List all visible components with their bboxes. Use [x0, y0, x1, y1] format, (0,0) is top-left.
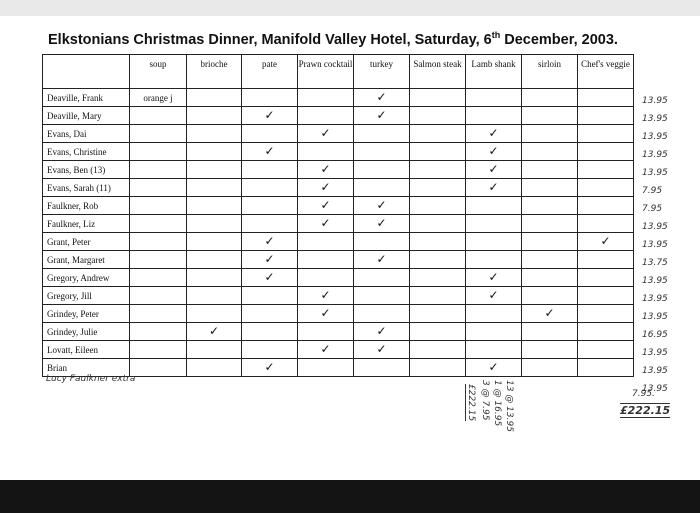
order-cell — [522, 341, 578, 359]
order-cell — [466, 233, 522, 251]
order-cell — [410, 323, 466, 341]
order-cell — [130, 143, 187, 161]
order-cell — [466, 107, 522, 125]
guest-name: Brian — [43, 359, 130, 377]
price-entry: 16.95 — [642, 330, 668, 340]
table-row — [43, 341, 634, 359]
order-cell — [242, 125, 298, 143]
order-cell — [354, 287, 410, 305]
order-cell — [466, 323, 522, 341]
order-cell — [578, 125, 634, 143]
order-cell — [242, 161, 298, 179]
order-cell — [578, 305, 634, 323]
guest-name: Grant, Peter — [43, 233, 130, 251]
order-cell — [242, 323, 298, 341]
order-cell — [578, 143, 634, 161]
order-cell — [578, 251, 634, 269]
order-cell — [522, 323, 578, 341]
order-cell — [578, 359, 634, 377]
order-cell — [522, 143, 578, 161]
order-cell: ✓ — [354, 89, 410, 107]
calc-line-1: 13 @ 13.95 — [504, 380, 514, 432]
order-cell: ✓ — [466, 179, 522, 197]
order-cell — [578, 269, 634, 287]
order-cell: ✓ — [298, 161, 354, 179]
order-cell — [187, 359, 242, 377]
order-cell — [354, 233, 410, 251]
order-cell: ✓ — [242, 143, 298, 161]
price-entry: 13.95 — [642, 168, 668, 178]
order-cell — [187, 197, 242, 215]
order-cell — [410, 197, 466, 215]
order-cell — [187, 89, 242, 107]
order-cell: ✓ — [354, 107, 410, 125]
order-cell — [187, 305, 242, 323]
order-cell — [242, 305, 298, 323]
guest-name: Evans, Sarah (11) — [43, 179, 130, 197]
order-cell — [242, 197, 298, 215]
column-header: sirloin — [522, 55, 578, 89]
order-cell — [130, 107, 187, 125]
order-cell: ✓ — [242, 107, 298, 125]
order-cell — [410, 287, 466, 305]
table-row — [43, 215, 634, 233]
order-cell: ✓ — [354, 197, 410, 215]
order-cell — [522, 107, 578, 125]
column-header: soup — [130, 55, 187, 89]
column-header: pate — [242, 55, 298, 89]
order-cell — [298, 107, 354, 125]
order-cell — [242, 287, 298, 305]
order-cell: ✓ — [466, 287, 522, 305]
note-lucy-faulkner: Lucy Faulkner extra — [46, 374, 136, 384]
order-cell — [130, 215, 187, 233]
order-cell — [130, 197, 187, 215]
order-cell: ✓ — [242, 269, 298, 287]
price-entry: 13.75 — [642, 258, 668, 268]
price-entry: 13.95 — [642, 366, 668, 376]
scan-bottom-edge — [0, 480, 700, 513]
order-cell — [410, 359, 466, 377]
guest-name: Evans, Dai — [43, 125, 130, 143]
order-cell — [187, 287, 242, 305]
order-cell — [130, 251, 187, 269]
calc-line-3: 3 @ 7.95 — [480, 380, 490, 421]
price-entry: 13.95 — [642, 276, 668, 286]
guest-name: Deaville, Mary — [43, 107, 130, 125]
order-cell — [578, 287, 634, 305]
table-row — [43, 251, 634, 269]
column-header: Prawn cocktail — [298, 55, 354, 89]
guest-name: Faulkner, Liz — [43, 215, 130, 233]
order-cell — [187, 143, 242, 161]
order-cell — [354, 143, 410, 161]
order-cell — [522, 125, 578, 143]
order-cell — [466, 89, 522, 107]
table-row — [43, 233, 634, 251]
order-cell — [187, 161, 242, 179]
order-cell — [410, 143, 466, 161]
column-header — [43, 55, 130, 89]
order-cell: ✓ — [466, 125, 522, 143]
order-cell — [242, 215, 298, 233]
order-cell — [187, 341, 242, 359]
order-cell: ✓ — [354, 215, 410, 233]
order-cell — [187, 107, 242, 125]
document-title — [48, 30, 618, 48]
order-cell: ✓ — [298, 179, 354, 197]
order-cell — [466, 215, 522, 233]
order-cell — [298, 359, 354, 377]
column-header: Lamb shank — [466, 55, 522, 89]
order-cell — [578, 197, 634, 215]
table-row — [43, 323, 634, 341]
guest-name: Evans, Ben (13) — [43, 161, 130, 179]
table-row — [43, 143, 634, 161]
menu-order-table — [42, 54, 634, 377]
order-cell — [410, 341, 466, 359]
order-cell — [130, 359, 187, 377]
table-row — [43, 287, 634, 305]
order-cell — [410, 89, 466, 107]
column-header: brioche — [187, 55, 242, 89]
order-cell: ✓ — [242, 251, 298, 269]
order-cell: ✓ — [354, 323, 410, 341]
order-cell — [242, 341, 298, 359]
order-cell: ✓ — [242, 233, 298, 251]
order-cell — [298, 251, 354, 269]
order-cell — [410, 305, 466, 323]
order-cell — [466, 251, 522, 269]
order-cell — [522, 197, 578, 215]
order-cell — [522, 179, 578, 197]
calc-line-2: 1 @ 16.95 — [492, 380, 502, 427]
price-entry: 13.95 — [642, 132, 668, 142]
table-row — [43, 305, 634, 323]
table-row — [43, 125, 634, 143]
price-entry: 13.95 — [642, 150, 668, 160]
order-cell — [466, 305, 522, 323]
order-cell — [187, 215, 242, 233]
column-header: turkey — [354, 55, 410, 89]
order-cell — [410, 107, 466, 125]
order-cell — [130, 269, 187, 287]
table-row — [43, 161, 634, 179]
order-cell: ✓ — [298, 197, 354, 215]
order-cell — [130, 287, 187, 305]
order-cell — [522, 287, 578, 305]
title-end: December, 2003. — [500, 31, 618, 48]
order-cell: ✓ — [466, 143, 522, 161]
header-row — [43, 55, 634, 89]
price-entry: 7.95 — [642, 186, 663, 196]
price-entry: 13.95 — [642, 222, 668, 232]
order-cell: ✓ — [298, 125, 354, 143]
price-entry: 13.95 — [642, 240, 668, 250]
guest-name: Lovatt, Eileen — [43, 341, 130, 359]
price-entry: 13.95 — [642, 96, 668, 106]
order-cell — [354, 161, 410, 179]
order-cell — [354, 179, 410, 197]
order-cell: ✓ — [466, 269, 522, 287]
price-entry: 13.95 — [642, 312, 668, 322]
order-cell: ✓ — [242, 359, 298, 377]
order-cell — [187, 125, 242, 143]
order-cell — [130, 233, 187, 251]
order-cell — [242, 179, 298, 197]
order-cell — [410, 179, 466, 197]
order-cell — [130, 179, 187, 197]
order-cell — [298, 233, 354, 251]
order-cell — [410, 125, 466, 143]
order-cell — [130, 125, 187, 143]
title-superscript: th — [491, 30, 501, 40]
order-cell: ✓ — [354, 251, 410, 269]
order-cell: ✓ — [298, 341, 354, 359]
order-cell — [410, 233, 466, 251]
guest-name: Grindey, Peter — [43, 305, 130, 323]
price-entry: 13.95 — [642, 384, 668, 394]
price-entry: 7.95 — [642, 204, 663, 214]
order-cell — [410, 251, 466, 269]
order-cell — [354, 359, 410, 377]
guest-name: Gregory, Jill — [43, 287, 130, 305]
order-cell — [578, 107, 634, 125]
order-cell — [130, 323, 187, 341]
guest-name: Evans, Christine — [43, 143, 130, 161]
order-cell: ✓ — [298, 215, 354, 233]
order-cell — [410, 161, 466, 179]
guest-name: Deaville, Frank — [43, 89, 130, 107]
table-row — [43, 269, 634, 287]
title-main: Elkstonians Christmas Dinner, Manifold Valley Hotel, Saturday, 6 — [48, 31, 492, 48]
order-cell — [187, 251, 242, 269]
order-cell — [298, 323, 354, 341]
table-row — [43, 89, 634, 107]
table-row — [43, 197, 634, 215]
order-cell — [354, 125, 410, 143]
column-header: Chef's veggie — [578, 55, 634, 89]
order-cell — [578, 89, 634, 107]
order-cell — [522, 233, 578, 251]
order-cell — [410, 269, 466, 287]
order-cell — [298, 143, 354, 161]
order-cell — [578, 161, 634, 179]
order-cell — [410, 215, 466, 233]
order-cell — [578, 215, 634, 233]
order-cell: ✓ — [466, 359, 522, 377]
guest-name: Gregory, Andrew — [43, 269, 130, 287]
order-cell — [130, 161, 187, 179]
order-cell: ✓ — [354, 341, 410, 359]
table-row — [43, 107, 634, 125]
order-cell — [187, 233, 242, 251]
order-cell — [578, 179, 634, 197]
guest-name: Grindey, Julie — [43, 323, 130, 341]
grand-total: £222.15 — [620, 404, 671, 417]
order-cell — [578, 341, 634, 359]
order-cell: ✓ — [187, 323, 242, 341]
order-cell — [242, 89, 298, 107]
order-cell — [298, 89, 354, 107]
guest-name: Grant, Margaret — [43, 251, 130, 269]
guest-name: Faulkner, Rob — [43, 197, 130, 215]
order-cell: ✓ — [466, 161, 522, 179]
order-cell — [522, 251, 578, 269]
price-entry: 13.95 — [642, 114, 668, 124]
order-cell: ✓ — [298, 287, 354, 305]
order-cell: ✓ — [522, 305, 578, 323]
order-cell — [522, 215, 578, 233]
scan-top-edge — [0, 0, 700, 16]
order-cell — [187, 269, 242, 287]
order-cell — [522, 269, 578, 287]
order-cell: orange j — [130, 89, 187, 107]
order-cell — [522, 161, 578, 179]
order-cell — [466, 341, 522, 359]
price-entry: 13.95 — [642, 294, 668, 304]
price-entry: 13.95 — [642, 348, 668, 358]
order-cell: ✓ — [578, 233, 634, 251]
order-cell: ✓ — [298, 305, 354, 323]
table-row — [43, 179, 634, 197]
order-cell — [522, 359, 578, 377]
order-cell — [522, 89, 578, 107]
order-cell — [354, 305, 410, 323]
column-header: Salmon steak — [410, 55, 466, 89]
order-cell — [578, 323, 634, 341]
order-cell — [354, 269, 410, 287]
order-cell — [298, 269, 354, 287]
order-cell — [130, 341, 187, 359]
calc-total: £222.15 — [466, 384, 476, 422]
total-extra: 7.95. — [632, 389, 655, 399]
order-cell — [187, 179, 242, 197]
order-cell — [466, 197, 522, 215]
order-cell — [130, 305, 187, 323]
